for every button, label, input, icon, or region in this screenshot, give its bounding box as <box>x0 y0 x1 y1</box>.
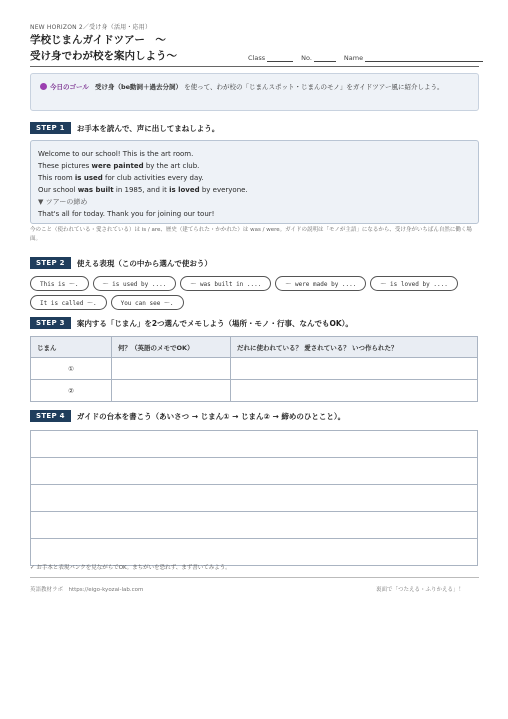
header-divider <box>30 66 479 67</box>
writing-line[interactable] <box>30 539 478 566</box>
page-subtitle: 受け身でわが校を案内しよう〜 <box>30 50 177 62</box>
goal-label: 今日のゴール <box>50 83 89 91</box>
target-icon <box>40 83 47 90</box>
expression-bank <box>30 276 480 310</box>
tip-text: ✓ お手本と表現バンクを見ながらでOK。まちがいを恐れず、まず書いてみよう。 <box>30 565 231 571</box>
class-label: Class <box>248 54 266 62</box>
memo-what-cell[interactable] <box>112 380 231 402</box>
number-field[interactable] <box>314 53 336 62</box>
memo-detail-cell[interactable] <box>231 358 478 380</box>
expression-chip: This is 〜. <box>30 276 89 291</box>
model-line: ▼ ツアーの締め <box>38 198 88 206</box>
model-line: Welcome to our school! This is the art room. <box>38 150 194 158</box>
writing-line[interactable] <box>30 512 478 539</box>
step1-title: お手本を読んで、声に出してまねしよう。 <box>76 123 220 133</box>
goal-text <box>40 81 470 94</box>
table-row <box>31 380 478 402</box>
memo-table <box>30 336 478 402</box>
student-info-fields <box>248 53 483 62</box>
writing-line[interactable] <box>30 430 478 458</box>
class-field[interactable] <box>267 53 293 62</box>
step1-heading <box>30 122 219 134</box>
no-label: No. <box>301 54 312 62</box>
memo-detail-cell[interactable] <box>231 380 478 402</box>
table-row <box>31 358 478 380</box>
goal-description: を使って、わが校の「じまんスポット・じまんのモノ」をガイドツアー風に紹介しよう。 <box>184 83 444 91</box>
memo-header-row <box>31 337 478 358</box>
column-header: じまん <box>31 337 112 358</box>
writing-line[interactable] <box>30 458 478 485</box>
model-text <box>38 148 248 220</box>
step1-badge: STEP 1 <box>30 122 71 134</box>
page-title: 学校じまんガイドツアー 〜 <box>30 34 166 46</box>
row-number: ① <box>31 358 112 380</box>
step3-heading <box>30 317 353 329</box>
row-number: ② <box>31 380 112 402</box>
goal-grammar: 受け身（be動詞＋過去分詞） <box>94 83 183 91</box>
expression-chip: 〜 was built in .... <box>180 276 271 291</box>
footer-next: 裏面で「つたえる・ふりかえる」！ <box>376 587 465 593</box>
series-label: NEW HORIZON 2／受け身（活用・応用） <box>30 24 152 31</box>
expression-chip: 〜 is used by .... <box>93 276 177 291</box>
step4-badge: STEP 4 <box>30 410 71 422</box>
step3-title: 案内する「じまん」を2つ選んでメモしよう（場所・モノ・行事、なんでもOK）。 <box>76 318 353 328</box>
grammar-note: 今のこと（使われている・愛されている）は is / are、歴史（建てられた・かかれた）は was / were。ガイドの説明は「モノが主語」になるから、受け身がいちばん自然に働く場面。 <box>30 227 472 242</box>
footer-source: 英語教材ラボ https://eigo-kyozai-lab.com <box>30 587 144 593</box>
column-header: だれに使われている？ 愛されている？ いつ作られた？ <box>231 337 478 358</box>
expression-chip: You can see 〜. <box>111 295 184 310</box>
model-line: That's all for today. Thank you for joining our tour! <box>38 210 215 218</box>
expression-chip: 〜 is loved by .... <box>370 276 457 291</box>
column-header: 何？（英語のメモでOK） <box>112 337 231 358</box>
step2-title: 使える表現（この中から選んで使おう） <box>76 258 212 268</box>
expression-chip: 〜 were made by .... <box>275 276 366 291</box>
script-writing-area <box>30 430 478 566</box>
model-line: This room is used for club activities every day. <box>38 174 204 182</box>
step4-title: ガイドの台本を書こう（あいさつ → じまん① → じまん② → 締めのひとこと）。 <box>76 411 346 421</box>
step3-badge: STEP 3 <box>30 317 71 329</box>
writing-line[interactable] <box>30 485 478 512</box>
expression-chip: It is called 〜. <box>30 295 107 310</box>
footer-divider <box>30 577 479 578</box>
model-line: These pictures were painted by the art club. <box>38 162 200 170</box>
name-label: Name <box>343 54 364 62</box>
memo-what-cell[interactable] <box>112 358 231 380</box>
name-field[interactable] <box>365 53 483 62</box>
model-line: Our school was built in 1985, and it is loved by everyone. <box>38 186 248 194</box>
step2-badge: STEP 2 <box>30 257 71 269</box>
step2-heading <box>30 257 212 269</box>
step4-heading <box>30 410 345 422</box>
